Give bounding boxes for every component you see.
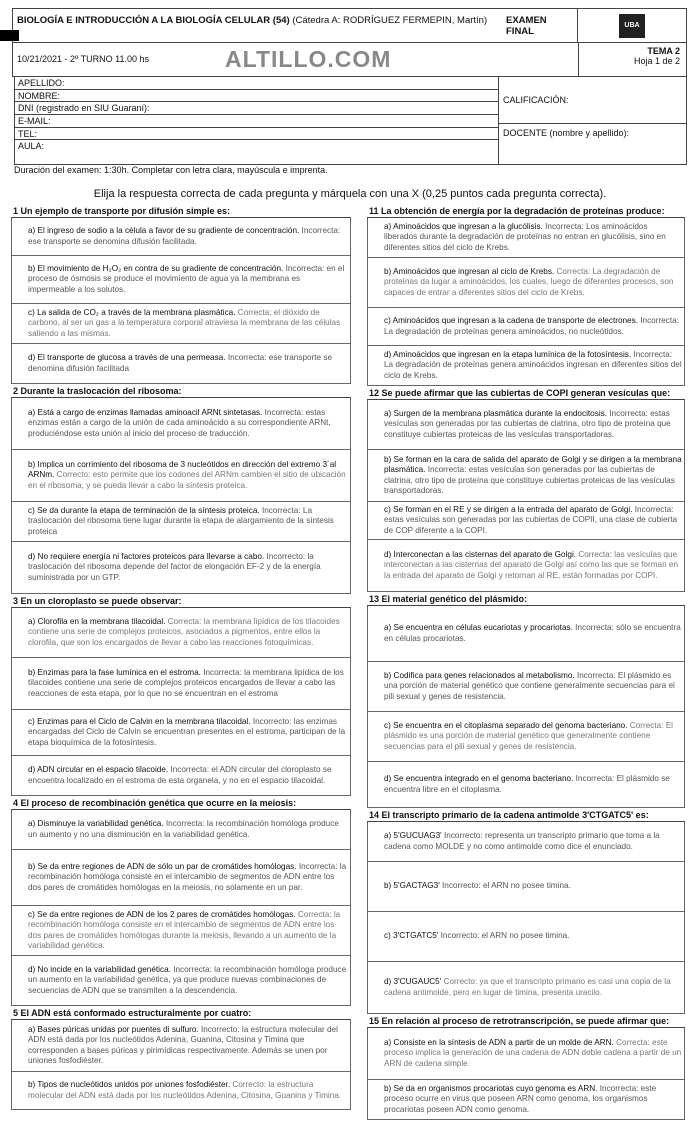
- option-text: d) Interconectan a las cisternas del aparato de Golgi.: [384, 549, 579, 559]
- option-feedback: Correcta: la recombinación homóloga consiste en el intercambio de segmentos de ADN entre los dos pares de cromátides homólogas durante la meiosis, llevando a un aumento de la variabilidad genética.: [28, 909, 341, 950]
- answer-option[interactable]: [11, 304, 351, 344]
- option-feedback: Incorrecta: estas vesículas son generadas por las cubiertas de clatrina, otro tipo de proteína que constituye cubiertas proteicas de las vesículas transportadoras.: [384, 408, 671, 439]
- answer-option[interactable]: [367, 502, 685, 540]
- option-text: d) ADN circular en el espacio tilacoide.: [28, 765, 171, 775]
- option-feedback: Incorrecta: El plásmido se encuentra libre en el citoplasma.: [384, 774, 670, 794]
- info-field[interactable]: AULA:: [18, 141, 45, 152]
- option-text: b) 5'GACTAG3': [384, 881, 443, 891]
- answer-option[interactable]: [367, 346, 685, 386]
- answer-option[interactable]: [11, 710, 351, 756]
- question-title: 1 Un ejemplo de transporte por difusión simple es:: [11, 205, 351, 218]
- answer-option[interactable]: [11, 542, 351, 594]
- option-text: b) Implica un corrimiento del ribosoma de 3 nucleótidos en dirección del extremo 3´al ARNm.: [28, 459, 337, 480]
- tema-box: TEMA 2 Hoja 1 de 2: [578, 43, 686, 76]
- answer-option[interactable]: [367, 962, 685, 1014]
- option-feedback: Incorrecta: en el proceso de ósmosis se produce el movimiento de agua ya la membrana es impermeable a los solutos.: [28, 263, 345, 294]
- option-feedback: Correcto: esto permite que los codones del ARNm cambien el sitio de ubicación en el ribosoma, y se pueda llevar a cabo la síntesis proteica.: [28, 470, 346, 490]
- answer-option[interactable]: [11, 956, 351, 1006]
- question: [11, 1007, 351, 1110]
- option-text: c) Enzimas para el Ciclo de Calvin en la membrana tilacoidal.: [28, 716, 253, 726]
- docente: DOCENTE (nombre y apellido):: [503, 128, 630, 138]
- option-feedback: Incorrecta: La degradación de proteínas genera aminoácidos, no nucleótidos.: [384, 316, 679, 336]
- duracion: Duración del examen: 1:30h. Completar con letra clara, mayúscula e imprenta.: [14, 165, 328, 175]
- option-text: b) Se da en organismos procariotas cuyo genoma es ARN.: [384, 1083, 600, 1093]
- calificacion: CALIFICACIÓN:: [499, 77, 686, 124]
- question-title: 2 Durante la traslocación del ribosoma:: [11, 385, 351, 398]
- option-feedback: Incorrecta: La degradación de proteínas genera aminoácidos ingresan en diferentes sitios del ciclo de Krebs.: [384, 349, 682, 380]
- question: [367, 1015, 685, 1120]
- question: [367, 809, 685, 1014]
- question-title: 12 Se puede afirmar que las cubiertas de COPI generan vesículas que:: [367, 387, 685, 400]
- option-feedback: Incorrecto: el ARN no posee timina.: [440, 931, 570, 941]
- option-feedback: Incorrecta: el ADN circular del cloroplasto se encuentra localizado en el estroma de esta organela, y no en el espacio tilacoidal.: [28, 765, 332, 785]
- question-title: 14 El transcripto primario de la cadena antimolde 3'CTGATC5' es:: [367, 809, 685, 822]
- option-text: b) Se forman en la cara de salida del aparato de Golgi y se dirigen a la membrana plasmática.: [384, 454, 682, 475]
- answer-option[interactable]: [367, 400, 685, 450]
- answer-option[interactable]: [367, 912, 685, 962]
- answer-option[interactable]: [367, 1080, 685, 1120]
- question: [11, 205, 351, 384]
- option-feedback: Correcta: La degradación de proteínas da lugar a aminoácidos, los cuales, luego de diferentes procesos, son capaces de entrar a diferentes sitios del ciclo de Krebs.: [384, 266, 674, 297]
- questions-right: [367, 205, 685, 1121]
- answer-option[interactable]: [367, 308, 685, 346]
- option-feedback: Incorrecta: ese transporte se denomina difusión facilitada: [28, 353, 333, 373]
- option-feedback: Incorrecta: sólo se encuentra en células procariotas.: [384, 623, 681, 643]
- info-field[interactable]: TEL:: [15, 128, 498, 141]
- option-text: c) La salida de CO₂ a través de la membrana plasmática.: [28, 307, 238, 317]
- question: [11, 797, 351, 1006]
- option-text: d) El transporte de glucosa a través de una permeasa.: [28, 353, 228, 363]
- answer-option[interactable]: [367, 822, 685, 862]
- option-feedback: Incorrecta: la recombinación homóloga produce un aumento y no una disminución en la variabilidad genética.: [28, 819, 339, 839]
- option-text: d) 3'CUGAUC5': [384, 977, 444, 987]
- answer-option[interactable]: [11, 398, 351, 450]
- option-feedback: Incorrecta: la membrana lipídica de los tilacoides contiene una serie de complejos proteicos encargados de llevar a cabo las reacciones de esta etapa, por lo que no se encuentran en el estroma: [28, 667, 344, 698]
- answer-option[interactable]: [367, 218, 685, 258]
- answer-option[interactable]: [367, 258, 685, 308]
- option-feedback: Incorrecta: estas enzimas están a cargo de la unión de cada aminoácido a su correspondiente ARNt, produciéndose esta unión al inicio del proceso de traducción.: [28, 407, 331, 438]
- answer-option[interactable]: [367, 606, 685, 662]
- option-feedback: Incorrecta: estas vesículas son generadas por las cubiertas de clatrina, otro tipo de proteína que constituye cubiertas proteicas de las vesículas transportadoras.: [384, 465, 675, 495]
- option-feedback: Correcta: la membrana lipídica de los tilacoides contiene una serie de complejos proteicos, asociados a pigmentos, entre ellos la clorofila, que son los encargados de llevar a cabo las reacciones fotoquímicas.: [28, 616, 340, 647]
- option-feedback: Incorrecta: este proceso ocurre en virus que poseen ARN como genoma, los organismos procariotas poseen ADN como genoma.: [384, 1083, 657, 1114]
- uba-logo: UBA: [578, 9, 686, 42]
- answer-option[interactable]: [11, 344, 351, 384]
- answer-option[interactable]: [367, 540, 685, 592]
- option-text: b) Aminoácidos que ingresan al ciclo de Krebs.: [384, 266, 557, 276]
- option-feedback: Incorrecta: la recombinación homóloga consiste en el intercambio de segmentos de ADN entre los dos pares de cromátides homólogas en la meiosis, no solamente en un par.: [28, 861, 347, 892]
- answer-option[interactable]: [11, 756, 351, 796]
- answer-option[interactable]: [367, 662, 685, 712]
- option-feedback: Incorrecto: representa un transcripto primario que toma a la cadena como MOLDE y no como antimolde como dice el enunciado.: [384, 831, 660, 851]
- question: [11, 595, 351, 796]
- answer-option[interactable]: [11, 810, 351, 850]
- question-title: 11 La obtención de energía por la degradación de proteínas produce:: [367, 205, 685, 218]
- exam-type: EXAMEN FINAL: [504, 9, 578, 42]
- black-tab: [0, 30, 19, 41]
- answer-option[interactable]: [11, 450, 351, 502]
- option-feedback: Incorrecto: la traslocación del ribosoma depende del factor de elongación EF-2 y de la energía suministrada por un GTP.: [28, 551, 321, 582]
- exam-date: 10/21/2021 - 2º TURNO 11.00 hs ALTILLO.COM: [17, 46, 392, 72]
- info-field[interactable]: NOMBRE:: [15, 90, 498, 103]
- answer-option[interactable]: [11, 218, 351, 256]
- question: [367, 593, 685, 808]
- watermark: ALTILLO.COM: [225, 46, 392, 72]
- option-feedback: Incorrecta: La traslocación del ribosoma tiene lugar durante la etapa de alargamiento de la síntesis proteica: [28, 505, 334, 536]
- option-text: a) Consiste en la síntesis de ADN a partir de un molde de ARN.: [384, 1037, 617, 1047]
- option-text: d) No incide en la variabilidad genética.: [28, 964, 174, 974]
- option-text: c) 3'CTGATC5': [384, 931, 441, 941]
- course-title: BIOLOGÍA E INTRODUCCIÓN A LA BIOLOGÍA CELULAR (54) (Cátedra A: RODRÍGUEZ FERMEPIN, Martín): [17, 15, 488, 26]
- option-text: d) No requiere energía ni factores proteicos para llevarse a cabo.: [28, 551, 267, 561]
- option-feedback: Incorrecta: ese transporte se denomina difusión facilitada.: [28, 226, 341, 246]
- option-feedback: Incorrecto: las enzimas encargadas del Ciclo de Calvin se encuentran presentes en el estroma, participan de la etapa bioquímica de la fotosíntesis.: [28, 716, 346, 747]
- option-feedback: Correcta: las vesículas que interconectan a las cisternas del aparato de Golgi así como las que se forman en la entrada del aparato de Golgi y retornan al RE, están formadas por COPI.: [384, 549, 679, 580]
- option-feedback: Correcto: ya que el transcripto primario es casi una copia de la cadena antimolde, pero en lugar de timina, presenta uracilo.: [384, 977, 671, 997]
- question: [11, 385, 351, 594]
- option-text: c) Se da entre regiones de ADN de los 2 pares de cromátides homólogas.: [28, 909, 298, 919]
- answer-option[interactable]: [11, 502, 351, 542]
- option-feedback: Incorrecta: la recombinación homóloga produce un aumento en la variabilidad genética, ya que produce nuevas combinaciones de secuencias de ADN que se transmiten a la descendencia.: [28, 964, 347, 995]
- answer-option[interactable]: [11, 850, 351, 906]
- questions-left: [11, 205, 351, 1111]
- option-text: c) Aminoácidos que ingresan a la cadena de transporte de electrones.: [384, 316, 641, 326]
- question-title: 15 En relación al proceso de retrotranscripción, se puede afirmar que:: [367, 1015, 685, 1028]
- option-text: a) Aminoácidos que ingresan a la glucólisis.: [384, 221, 546, 231]
- option-text: c) Se encuentra en el citoplasma separado del genoma bacteriano.: [384, 720, 630, 730]
- option-text: b) Se da entre regiones de ADN de sólo un par de cromátides homólogas.: [28, 861, 299, 871]
- option-feedback: Correcta: este proceso implica la generación de una cadena de ADN doble cadena a partir de un ARN de cadena simple.: [384, 1037, 682, 1068]
- answer-option[interactable]: [367, 762, 685, 808]
- option-text: a) Clorofila en la membrana tilacoidal.: [28, 616, 168, 626]
- option-text: a) Disminuye la variabilidad genética.: [28, 819, 166, 829]
- option-text: b) El movimiento de H₂O₂ en contra de su gradiente de concentración.: [28, 263, 286, 273]
- option-text: d) Aminoácidos que ingresan en la etapa lumínica de la fotosíntesis.: [384, 349, 634, 359]
- option-feedback: Incorrecta: El plásmido es una porción de material genético que contiene generalmente secuencias para el pili sexual y genes de resistencia.: [384, 670, 675, 701]
- info-field[interactable]: DNI (registrado en SIU Guaraní):: [15, 102, 498, 115]
- option-feedback: Correcta: el dióxido de carbono, al ser un gas a la temperatura corporal atraviesa la membrana de las células saliendo a las mismas.: [28, 307, 341, 338]
- option-feedback: Correcta: El plásmido es una porción de material genético que generalmente contiene secuencias para el pili sexual y genes de resistencia.: [384, 720, 674, 751]
- question-title: 5 El ADN está conformado estructuralmente por cuatro:: [11, 1007, 351, 1020]
- option-text: c) Se da durante la etapa de terminación de la síntesis proteica.: [28, 505, 262, 515]
- answer-option[interactable]: [367, 450, 685, 502]
- answer-option[interactable]: [11, 1020, 351, 1072]
- answer-option[interactable]: [367, 862, 685, 912]
- option-feedback: Incorrecto: el ARN no posee timina.: [442, 881, 571, 891]
- question: [367, 387, 685, 592]
- student-info: [14, 76, 687, 165]
- answer-option[interactable]: [11, 256, 351, 304]
- answer-option[interactable]: [367, 1028, 685, 1080]
- option-text: b) Codifica para genes relacionados al metabolismo.: [384, 670, 577, 680]
- option-feedback: Incorrecta: estas vesículas son generadas por las cubiertas de COPII, una clase de cubierta de COP diferente a la COPI.: [384, 504, 678, 535]
- info-field[interactable]: E-MAIL:: [15, 115, 498, 128]
- instructions: Elija la respuesta correcta de cada pregunta y márquela con una X (0,25 puntos cada pregunta correcta).: [93, 188, 607, 200]
- question-title: 13 El material genético del plásmido:: [367, 593, 685, 606]
- option-text: b) Tipos de nucleótidos unidos por uniones fosfodiéster.: [28, 1080, 233, 1090]
- option-feedback: Correcto: la estructura molecular del ADN está dada por los nucleótidos Adenina, Citosina, Guanina y Timina.: [28, 1080, 342, 1100]
- question: [367, 205, 685, 386]
- answer-option[interactable]: [367, 712, 685, 762]
- option-feedback: Incorrecta: Los aminoácidos liberados durante la degradación de proteínas no entran en glucólisis, sino en diferentes sitios del ciclo de Krebs.: [384, 221, 666, 252]
- option-text: a) Surgen de la membrana plasmática durante la endocitosis.: [384, 408, 610, 418]
- info-field[interactable]: APELLIDO:: [15, 77, 498, 90]
- question-title: 3 En un cloroplasto se puede observar:: [11, 595, 351, 608]
- question-title: 4 El proceso de recombinación genética que ocurre en la meiosis:: [11, 797, 351, 810]
- option-text: a) Se encuentra en células eucariotas y procariotas.: [384, 623, 576, 633]
- answer-option[interactable]: [11, 658, 351, 710]
- option-text: a) El ingreso de sodio a la célula a favor de su gradiente de concentración.: [28, 226, 302, 236]
- option-text: d) Se encuentra integrado en el genoma bacteriano.: [384, 774, 576, 784]
- option-text: a) Está a cargo de enzimas llamadas aminoacil ARNt sintetasas.: [28, 407, 265, 417]
- exam-header: [12, 8, 687, 77]
- option-text: c) Se forman en el RE y se dirigen a la entrada del aparato de Golgi.: [384, 504, 635, 514]
- answer-option[interactable]: [11, 608, 351, 658]
- option-feedback: Incorrecto: la estructura molecular del ADN está dada por los nucleótidos Adenina, Guanina, Citosina y Timina que corresponden a bases púricas y pirimídicas respectivamente. Además se unen por uniones fosfodiéster.: [28, 1024, 338, 1065]
- answer-option[interactable]: [11, 906, 351, 956]
- option-text: a) 5'GUCUAG3': [384, 831, 444, 841]
- option-text: a) Bases púricas unidas por puentes di sulfuro.: [28, 1024, 201, 1034]
- option-text: b) Enzimas para la fase lumínica en el estroma.: [28, 667, 204, 677]
- answer-option[interactable]: [11, 1072, 351, 1110]
